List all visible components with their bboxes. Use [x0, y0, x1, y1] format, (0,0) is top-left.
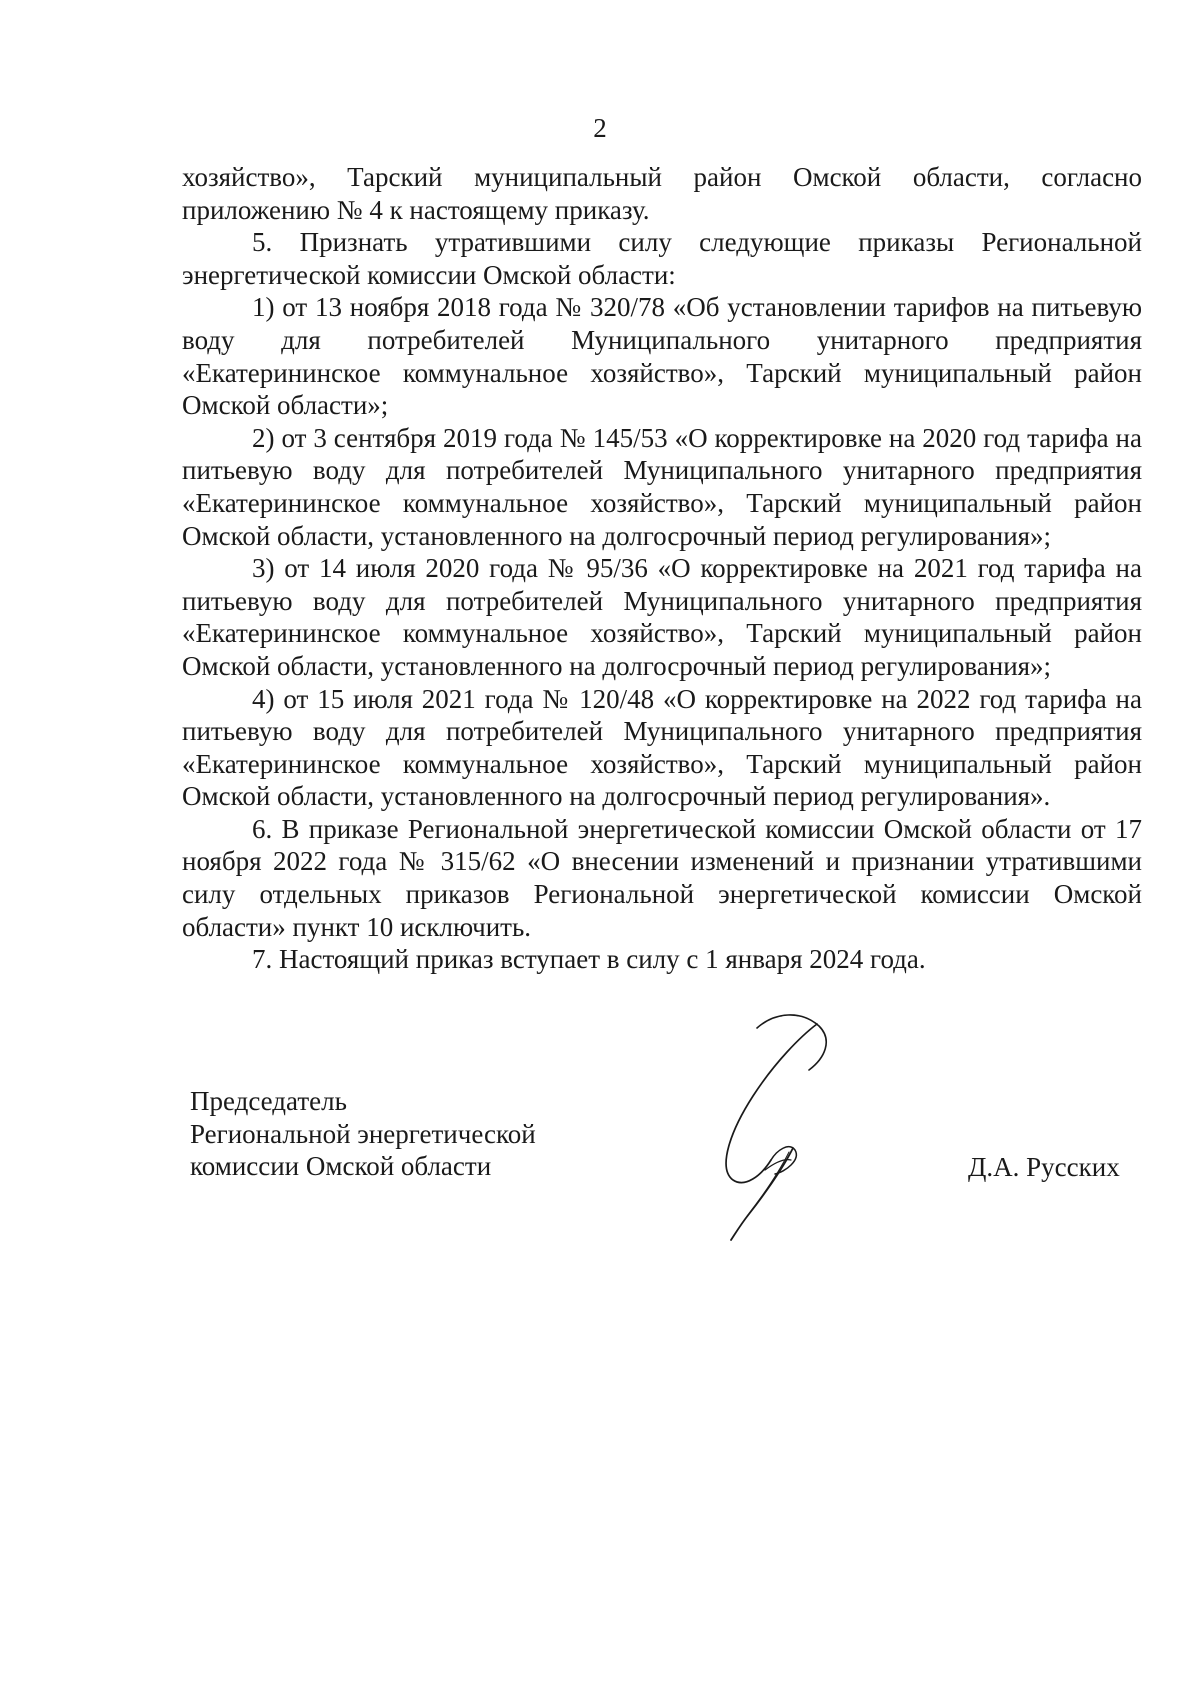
paragraph-item-6: 6. В приказе Региональной энергетической комиссии Омской области от 17 ноября 2022 года № 315/62 «О внесении изменений и признании утратившими силу отдельных приказов Региональной энергетической комиссии Омской области» пункт 10 исключить. — [182, 813, 1142, 942]
paragraph-subitem-1: 1) от 13 ноября 2018 года № 320/78 «Об установлении тарифов на питьевую воду для потребителей Муниципального унитарного предприятия «Екатерининское коммунальное хозяйство», Тарский муниципальный район Омской области»; — [182, 292, 1142, 421]
signer-name: Д.А. Русских — [968, 1152, 1120, 1182]
paragraph-continuation: хозяйство», Тарский муниципальный район Омской области, согласно приложению № 4 к настоящему приказу. — [182, 162, 1142, 225]
paragraph-subitem-4: 4) от 15 июля 2021 года № 120/48 «О корректировке на 2022 год тарифа на питьевую воду для потребителей Муниципального унитарного предприятия «Екатерининское коммунальное хозяйство», Тарский муниципальный район Омской области, установленного на долгосрочный период регулирования». — [182, 683, 1142, 812]
paragraph-subitem-2: 2) от 3 сентября 2019 года № 145/53 «О корректировке на 2020 год тарифа на питьевую воду для потребителей Муниципального унитарного предприятия «Екатерининское коммунальное хозяйство», Тарский муниципальный район Омской области, установленного на долгосрочный период регулирования»; — [182, 422, 1142, 551]
signer-position-line-3: комиссии Омской области — [190, 1151, 492, 1182]
paragraph-subitem-3: 3) от 14 июля 2020 года № 95/36 «О корректировке на 2021 год тарифа на питьевую воду для потребителей Муниципального унитарного предприятия «Екатерининское коммунальное хозяйство», Тарский муниципальный район Омской области, установленного на долгосрочный период регулирования»; — [182, 553, 1142, 681]
signer-position — [190, 1085, 536, 1183]
signer-position-line-1: Председатель — [190, 1086, 347, 1116]
handwritten-signature-icon — [705, 1000, 885, 1245]
signer-position-line-2: Региональной энергетической — [190, 1118, 536, 1149]
page-number: 2 — [593, 113, 607, 143]
paragraph-item-7: 7. Настоящий приказ вступает в силу с 1 января 2024 года. — [252, 944, 926, 975]
paragraph-item-5: 5. Признать утратившими силу следующие приказы Региональной энергетической комиссии Омской области: — [182, 227, 1142, 290]
document-body — [182, 161, 1142, 976]
